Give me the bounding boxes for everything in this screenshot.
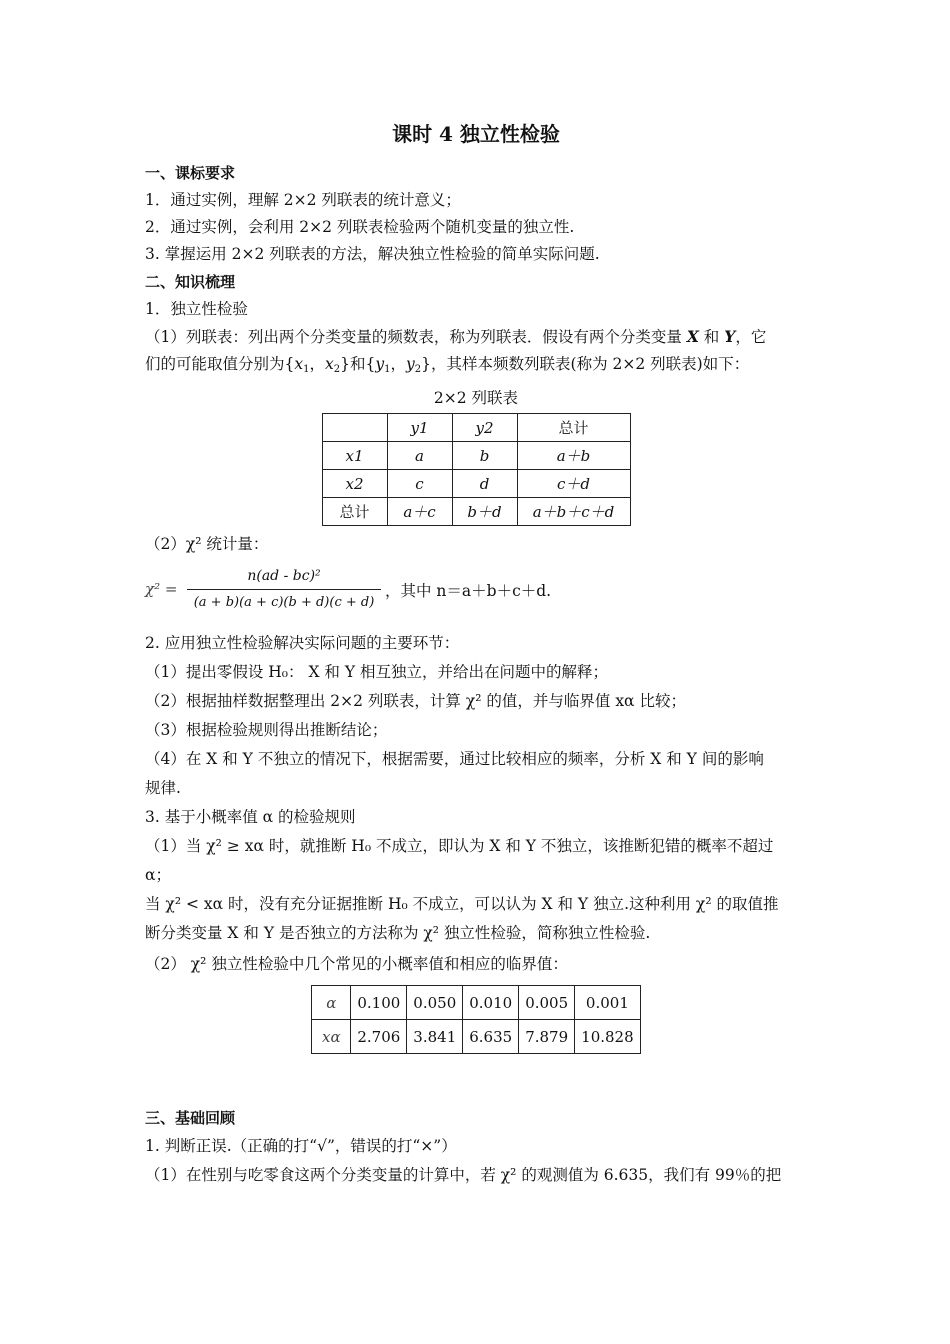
- table-row: [322, 414, 630, 442]
- subheading-steps: 2. 应用独立性检验解决实际问题的主要环节：: [145, 634, 460, 652]
- document-page: [145, 118, 807, 1190]
- table-row: [322, 498, 630, 526]
- text-span: 和: [703, 328, 720, 346]
- table-row: [322, 442, 630, 470]
- math-y2: y: [406, 355, 415, 373]
- table-cell: 10.828: [575, 1020, 641, 1054]
- table-row: [312, 1020, 640, 1054]
- subscript: 2: [333, 364, 341, 375]
- requirement-item-2: 2．通过实例，会利用 2×2 列联表检验两个随机变量的独立性.: [145, 218, 575, 236]
- section-heading-requirements: 一、课标要求: [145, 164, 236, 182]
- table-cell: 2.706: [351, 1020, 407, 1054]
- step-3: （3）根据检验规则得出推断结论；: [145, 721, 388, 739]
- formula-denominator: (a + b)(a + c)(b + d)(c + d): [193, 595, 375, 610]
- formula-fraction: [187, 563, 381, 616]
- table-cell: d: [452, 470, 517, 498]
- table-cell: 3.841: [407, 1020, 463, 1054]
- table-cell: 6.635: [463, 1020, 519, 1054]
- contingency-paragraph-line-1: [145, 323, 807, 351]
- table-row: [322, 470, 630, 498]
- rule-1: （1）当 χ² ≥ xα 时，就推断 H₀ 不成立，即认为 X 和 Y 不独立，该推断犯错的概率不超过: [145, 837, 774, 855]
- contingency-paragraph-line-2: 们的可能取值分别为{$x_1$，$x_2$}和{$y_1$，$y_2$}，其样本频数列联表(称为 2×2 列联表)如下：: [145, 355, 750, 375]
- text-span: 们的可能取值分别为{: [145, 355, 295, 373]
- requirement-item-3: 3. 掌握运用 2×2 列联表的方法，解决独立性检验的简单实际问题.: [145, 245, 600, 263]
- math-x1: x: [294, 355, 304, 373]
- question-1-item-1: （1）在性别与吃零食这两个分类变量的计算中，若 χ² 的观测值为 6.635，我们有 99％的把: [145, 1166, 782, 1184]
- table-cell: a: [387, 442, 452, 470]
- page-title: 课时 4 独立性检验: [392, 122, 560, 146]
- math-y1: y: [375, 355, 385, 373]
- critical-values-label: （2） χ² 独立性检验中几个常见的小概率值和相应的临界值：: [145, 955, 568, 973]
- formula-lhs: χ² =: [145, 580, 178, 598]
- table-cell: c＋d: [517, 470, 630, 498]
- table-cell: b: [452, 442, 517, 470]
- subscript: 1: [384, 364, 391, 375]
- table-cell: a＋b＋c＋d: [517, 498, 630, 526]
- table-cell: 0.001: [575, 986, 641, 1020]
- table-header-cell: y2: [452, 414, 517, 442]
- step-4: （4）在 X 和 Y 不独立的情况下，根据需要，通过比较相应的频率，分析 X 和 Y 间的影响: [145, 750, 764, 768]
- alpha-header-cell: α: [312, 986, 351, 1020]
- table-cell: 7.879: [519, 1020, 575, 1054]
- spacer: [145, 1054, 807, 1104]
- chi-square-label: （2）χ² 统计量：: [145, 535, 269, 553]
- section-heading-knowledge: 二、知识梳理: [145, 273, 236, 291]
- var-x: X: [686, 327, 699, 346]
- table-cell: a＋b: [517, 442, 630, 470]
- subheading-test-rule: 3. 基于小概率值 α 的检验规则: [145, 808, 356, 826]
- table-cell: 总计: [322, 498, 387, 526]
- rule-2-continued: 断分类变量 X 和 Y 是否独立的方法称为 χ² 独立性检验，简称独立性检验.: [145, 924, 651, 942]
- math-x2: x: [325, 355, 334, 373]
- subscript: 2: [414, 364, 422, 375]
- table-cell: 0.010: [463, 986, 519, 1020]
- question-1: 1. 判断正误.（正确的打“√”，错误的打“×”）: [145, 1137, 457, 1155]
- table-cell: 0.005: [519, 986, 575, 1020]
- step-2: （2）根据抽样数据整理出 2×2 列联表，计算 χ² 的值，并与临界值 xα 比较；: [145, 692, 686, 710]
- step-4-continued: 规律.: [145, 779, 181, 797]
- rule-1-continued: α；: [145, 866, 171, 884]
- step-1: （1）提出零假设 H₀： X 和 Y 相互独立，并给出在问题中的解释；: [145, 663, 608, 681]
- table-cell: x2: [322, 470, 387, 498]
- formula-numerator: n(ad - bc)²: [247, 568, 321, 584]
- table-header-cell: 总计: [517, 414, 630, 442]
- x-alpha-header-cell: xα: [312, 1020, 351, 1054]
- requirement-item-1: 1．通过实例，理解 2×2 列联表的统计意义；: [145, 191, 461, 209]
- table-cell: 0.050: [407, 986, 463, 1020]
- chi-square-formula: [145, 563, 807, 625]
- table-cell: x1: [322, 442, 387, 470]
- rule-2: 当 χ² < xα 时，没有充分证据推断 H₀ 不成立，可以认为 X 和 Y 独立.这种利用 χ² 的取值推: [145, 895, 779, 913]
- contingency-table-caption: 2×2 列联表: [433, 389, 519, 407]
- var-y: Y: [724, 327, 736, 346]
- table-header-cell: y1: [387, 414, 452, 442]
- table-cell: 0.100: [351, 986, 407, 1020]
- text-span: }，其样本频数列联表(称为 2×2 列联表)如下：: [421, 355, 750, 373]
- subscript: 1: [303, 364, 310, 375]
- table-cell: [322, 414, 387, 442]
- critical-values-table: [311, 985, 640, 1054]
- formula-suffix: ，其中 n＝a＋b＋c＋d.: [385, 582, 552, 600]
- table-cell: a＋c: [387, 498, 452, 526]
- table-row: [312, 986, 640, 1020]
- table-cell: c: [387, 470, 452, 498]
- text-span: ，它: [735, 328, 767, 346]
- table-cell: b＋d: [452, 498, 517, 526]
- text-span: }和{: [340, 355, 376, 373]
- contingency-table: [322, 413, 631, 526]
- text-span: （1）列联表：列出两个分类变量的频数表，称为列联表．假设有两个分类变量: [145, 328, 682, 346]
- section-heading-review: 三、基础回顾: [145, 1109, 236, 1127]
- subheading-independence-test: 1．独立性检验: [145, 300, 248, 318]
